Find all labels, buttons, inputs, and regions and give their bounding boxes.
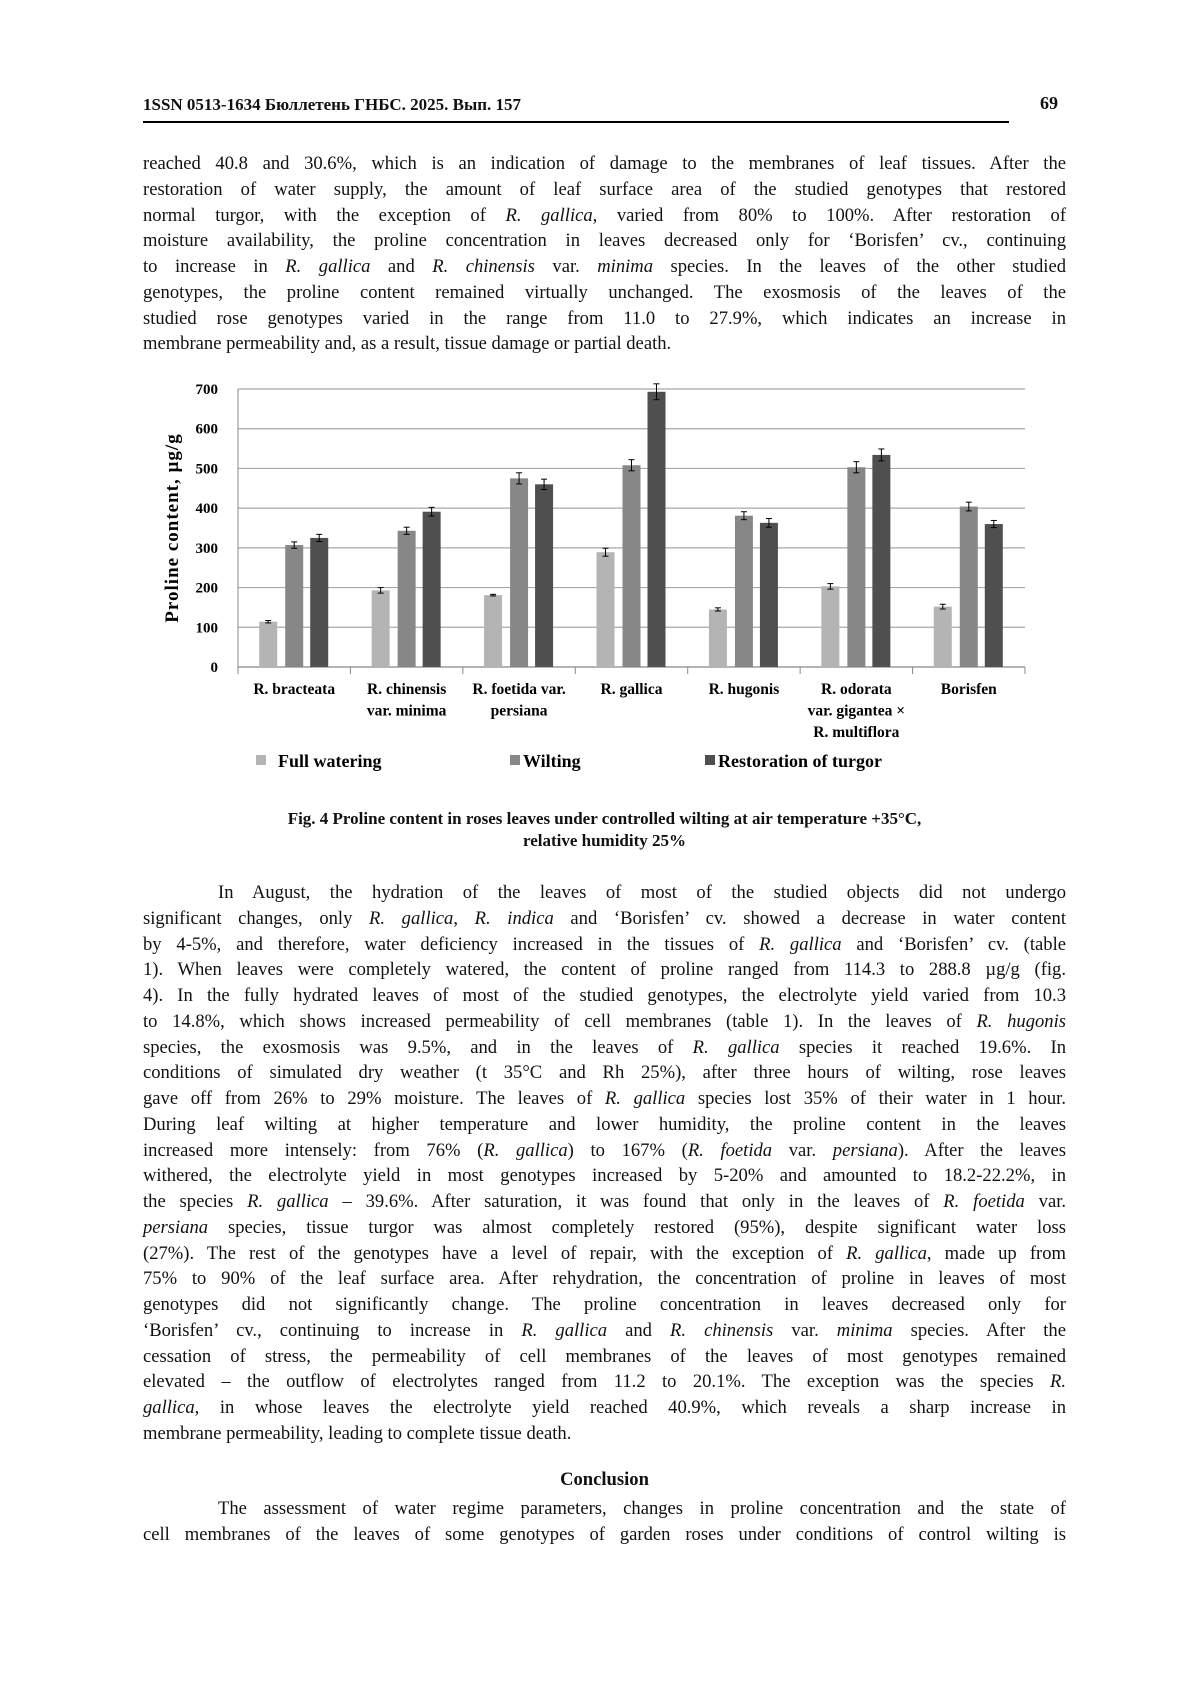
text-run: 1). When leaves were completely watered, the content of proline ranged from 114.3 to 288.8 µg/g (fig. [143,959,1066,981]
paragraph-1 [143,151,1066,357]
y-axis-title: Proline content, µg/g [162,433,183,623]
bar-restoration-of-turgor [648,392,666,667]
text-line [143,1369,1066,1395]
bar-restoration-of-turgor [535,484,553,667]
text-line [143,228,1066,254]
text-line [143,1112,1066,1138]
text-line [143,957,1066,983]
bar-full-watering [821,586,839,667]
text-line [143,1496,1066,1522]
legend-label: Full watering [278,751,382,771]
italic-run: R. gallica [285,256,371,277]
bar-full-watering [372,590,390,667]
text-line [143,1421,1066,1447]
text-line [143,203,1066,229]
bar-restoration-of-turgor [872,455,890,667]
italic-run: R. chinensis [670,1319,774,1341]
text-run: reached 40.8 and 30.6%, which is an indication of damage to the membranes of leaf tissues. After the [143,153,1066,174]
text-line [143,1241,1066,1267]
text-line [143,1163,1066,1189]
text-run: – 39.6%. After saturation, it was found that only in the leaves of [328,1191,944,1212]
text-run: and [370,256,433,277]
text-line [143,1266,1066,1292]
text-line [143,254,1066,280]
text-run: var. [1024,1191,1067,1212]
bar-wilting [398,531,416,667]
text-run: , made up from [926,1242,1066,1264]
text-run: species. In the leaves of the other studied [653,256,1066,277]
text-run: species, the exosmosis was 9.5%, and in the leaves of [143,1036,693,1058]
bar-restoration-of-turgor [310,538,328,667]
text-run: significant changes, only [143,907,370,929]
text-run: , in whose leaves the electrolyte yield reached 40.9%, which reveals a sharp increase in [194,1397,1066,1418]
bar-restoration-of-turgor [423,512,441,667]
italic-run: R. gallica [692,1036,780,1058]
text-line [143,306,1066,332]
text-run: ‘Borisfen’ cv., continuing to increase in [143,1319,522,1341]
italic-run: R. chinensis [432,256,535,277]
legend-swatch [510,755,520,765]
figure-caption [143,808,1066,852]
bar-restoration-of-turgor [985,524,1003,667]
text-run: var. [534,256,598,277]
conclusion-paragraph [143,1496,1066,1548]
text-line [143,1086,1066,1112]
text-run: species. After the [892,1319,1066,1341]
text-run: by 4-5%, and therefore, water deficiency increased in the tissues of [143,933,760,955]
text-run: membrane permeability and, as a result, tissue damage or partial death. [143,333,672,355]
bar-full-watering [597,552,615,667]
x-category-label: R. odorata [821,681,892,698]
text-run: 75% to 90% of the leaf surface area. After rehydration, the concentration of proline in leaves of most [143,1268,1066,1290]
x-category-label: R. gallica [600,681,663,698]
x-category-label: R. bracteata [253,681,336,698]
text-run: The assessment of water regime parameters, changes in proline concentration and the state of [218,1498,1066,1519]
proline-bar-chart [0,360,1200,800]
text-run: conditions of simulated dry weather (t 35°C and Rh 25%), after three hours of wilting, rose leaves [143,1062,1066,1084]
text-run: normal turgor, with the exception of [143,204,506,226]
y-tick-label: 0 [210,660,218,676]
x-category-label: R. hugonis [708,681,780,698]
italic-run: minima [597,256,654,277]
text-line [143,932,1066,958]
text-line [143,1189,1066,1215]
text-run: , [453,907,475,929]
text-run: In August, the hydration of the leaves of most of the studied objects did not undergo [218,882,1066,903]
text-line [143,1060,1066,1086]
bar-full-watering [934,607,952,667]
legend-swatch [705,755,715,765]
text-line [143,1009,1066,1035]
italic-run: R. gallica [846,1242,927,1264]
bar-wilting [735,516,753,667]
text-line [143,880,1066,906]
y-tick-label: 500 [195,461,218,478]
text-line [143,1138,1066,1164]
y-tick-label: 100 [195,620,218,637]
italic-run: persiana [832,1139,898,1161]
journal-header: 1SSN 0513-1634 Бюллетень ГНБС. 2025. Вып. 157 [143,95,522,114]
text-run: to increase in [143,256,286,277]
y-tick-label: 400 [195,501,218,518]
text-run: species it reached 19.6%. In [779,1036,1067,1058]
text-line [143,1522,1066,1548]
bar-wilting [960,507,978,667]
text-run: to 14.8%, which shows increased permeability of cell membranes (table 1). In the leaves of [143,1010,977,1032]
x-category-label: var. minima [366,702,447,720]
text-run: var. [773,1319,837,1341]
conclusion-heading: Conclusion [560,1469,649,1490]
bar-full-watering [259,622,277,667]
y-tick-label: 700 [195,382,218,398]
text-run: genotypes did not significantly change. The proline concentration in leaves decreased only for [143,1294,1066,1315]
text-run: cell membranes of the leaves of some genotypes of garden roses under conditions of control wilting is [143,1523,1066,1545]
text-line [143,331,1066,357]
legend-label: Restoration of turgor [718,751,882,771]
text-run: and [607,1319,671,1341]
text-line [143,1344,1066,1370]
y-tick-label: 600 [195,421,218,438]
text-run: elevated – the outflow of electrolytes ranged from 11.2 to 20.1%. The exception was the species [143,1371,1050,1393]
text-run: species lost 35% of their water in 1 hour. [685,1088,1066,1109]
text-run: gave off from 26% to 29% moisture. The leaves of [143,1088,605,1109]
paragraph-2 [143,880,1066,1447]
italic-run: R. gallica [505,204,593,226]
bar-wilting [510,478,528,667]
bar-wilting [285,545,303,667]
italic-run: R. gallica [759,933,842,955]
text-run: species, tissue turgor was almost completely restored (95%), despite significant water loss [208,1216,1066,1238]
italic-run: R. gallica [247,1191,329,1212]
page-number: 69 [1040,93,1058,113]
italic-run: R. [1049,1371,1066,1393]
text-run: ) to 167% ( [567,1139,688,1161]
text-run: increased more intensely: from 76% ( [143,1139,484,1161]
y-tick-label: 300 [195,540,218,557]
italic-run: R. indica [474,907,554,929]
bar-full-watering [484,595,502,667]
italic-run: R. gallica [369,907,454,929]
text-run: genotypes, the proline content remained virtually unchanged. The exosmosis of the leaves of the [143,281,1066,303]
text-run: During leaf wilting at higher temperature and lower humidity, the proline content in the leaves [143,1113,1066,1135]
italic-run: R. hugonis [976,1010,1066,1032]
text-run: studied rose genotypes varied in the range from 11.0 to 27.9%, which indicates an increase in [143,307,1066,329]
header-rule [143,121,1009,123]
italic-run: gallica [143,1397,195,1418]
italic-run: persiana [143,1216,209,1238]
text-line [143,906,1066,932]
text-run: , varied from 80% to 100%. After restoration of [592,204,1067,226]
italic-run: R. foetida [687,1139,773,1161]
figure-caption-line-1: Fig. 4 Proline content in roses leaves under controlled wilting at air temperature +35°C, [287,809,922,828]
text-line [143,151,1066,177]
text-run: withered, the electrolyte yield in most genotypes increased by 5-20% and amounted to 18.2-22.2%, in [143,1165,1066,1187]
text-line [143,1292,1066,1318]
x-category-label: var. gigantea × [807,702,906,720]
x-category-label: persiana [490,702,548,720]
y-tick-label: 200 [195,580,218,597]
text-run: moisture availability, the proline concentration in leaves decreased only for ‘Borisfen’ cv., continuing [143,230,1066,252]
italic-run: minima [836,1319,893,1341]
x-category-label: R. chinensis [367,681,447,698]
text-line [143,280,1066,306]
text-line [143,1035,1066,1061]
figure-caption-line-2: relative humidity 25% [522,831,687,850]
text-run: membrane permeability, leading to complete tissue death. [143,1422,572,1444]
text-line [143,983,1066,1009]
text-line [143,177,1066,203]
bar-full-watering [709,609,727,667]
italic-run: R. foetida [943,1191,1025,1212]
x-category-label: R. multiflora [813,724,900,741]
text-run: ). After the leaves [897,1139,1066,1161]
text-run: and ‘Borisfen’ cv. (table [841,933,1066,955]
legend-swatch [256,755,266,765]
text-line [143,1318,1066,1344]
bar-restoration-of-turgor [760,523,778,667]
legend-label: Wilting [523,751,581,771]
x-category-label: Borisfen [940,681,997,698]
text-run: and ‘Borisfen’ cv. showed a decrease in water content [553,907,1066,929]
text-run: 4). In the fully hydrated leaves of most of the studied genotypes, the electrolyte yield varied from 10.3 [143,985,1066,1006]
text-run: the species [143,1191,248,1212]
text-line [143,1215,1066,1241]
text-line [143,1395,1066,1421]
italic-run: R. gallica [604,1088,686,1109]
text-run: restoration of water supply, the amount of leaf surface area of the studied genotypes that restored [143,178,1066,200]
text-run: (27%). The rest of the genotypes have a level of repair, with the exception of [143,1242,847,1264]
bar-wilting [623,465,641,667]
bar-wilting [847,467,865,667]
italic-run: R. gallica [521,1319,608,1341]
italic-run: R. gallica [483,1139,568,1161]
text-run: var. [772,1139,833,1161]
text-run: cessation of stress, the permeability of cell membranes of the leaves of most genotypes remained [143,1345,1066,1367]
x-category-label: R. foetida var. [472,681,566,698]
